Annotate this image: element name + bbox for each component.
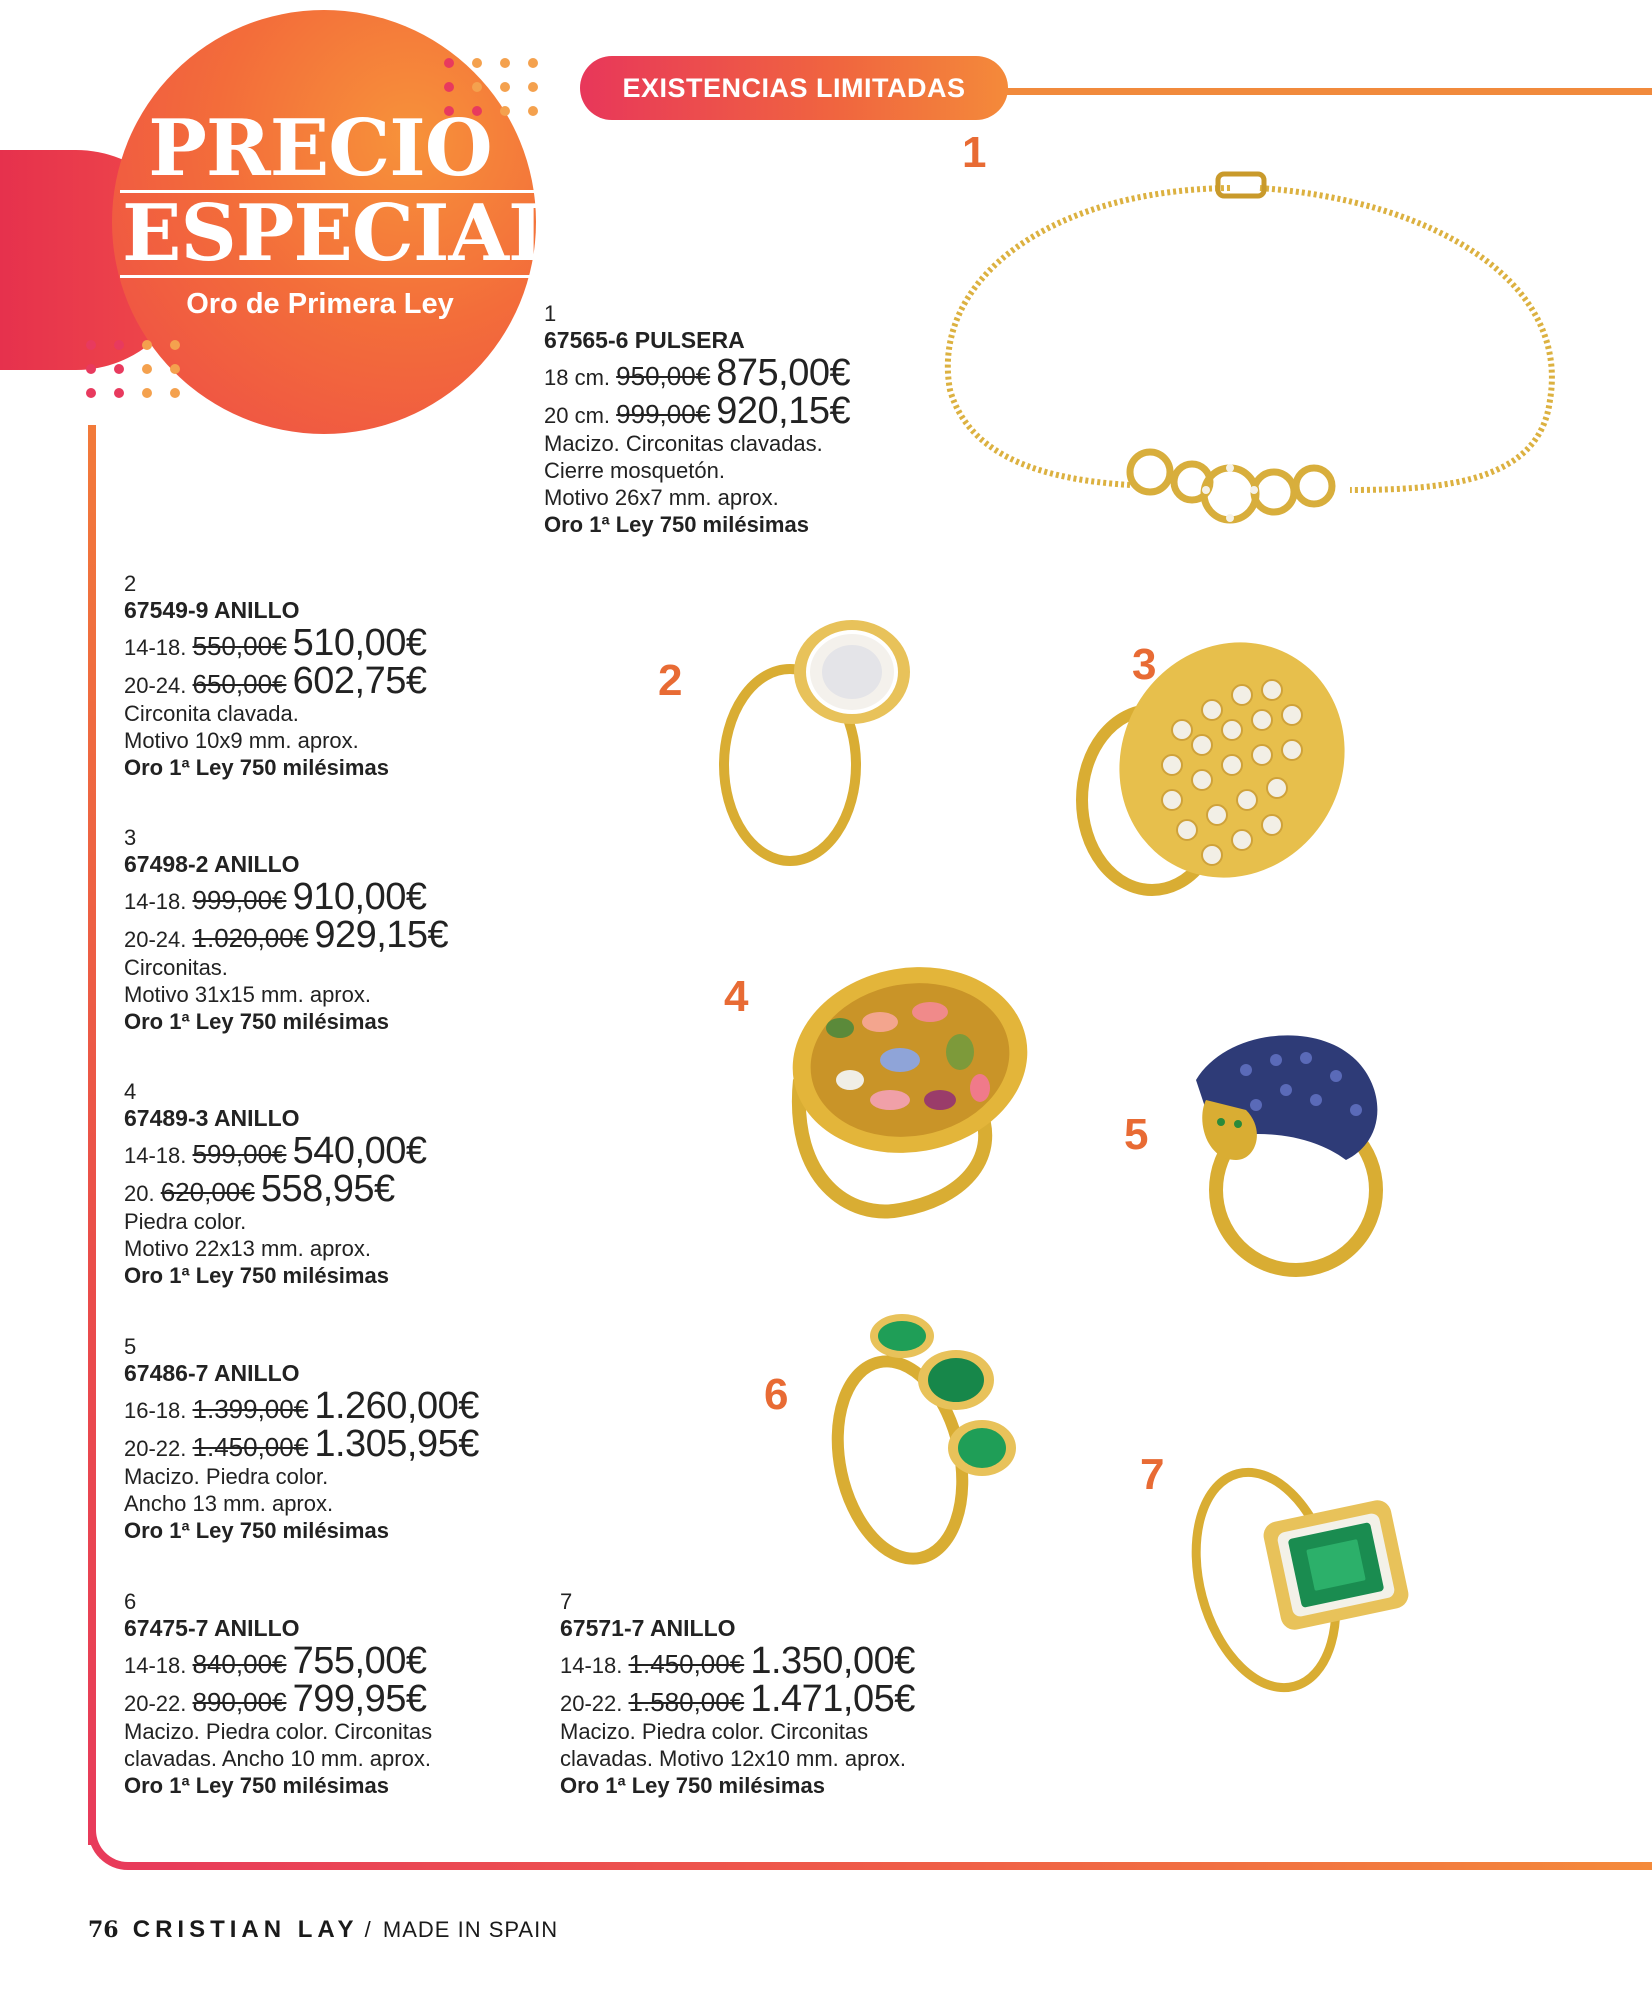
- price-row: [124, 624, 427, 662]
- product-number: 6: [124, 1589, 137, 1614]
- decorative-dots-bottom: [86, 340, 180, 398]
- old-price: 1.399,00€: [192, 1394, 309, 1424]
- ring-image-3: [1062, 640, 1352, 920]
- gold-grade: Oro 1ª Ley 750 milésimas: [124, 1263, 389, 1288]
- product-description: Piedra color.: [124, 1209, 247, 1234]
- ring-image-4: [770, 960, 1040, 1230]
- product-code: 67489-3 ANILLO: [124, 1105, 300, 1131]
- new-price: 929,15€: [314, 914, 449, 956]
- old-price: 840,00€: [192, 1649, 287, 1679]
- price-row: [544, 392, 850, 430]
- header-rule: [1000, 88, 1652, 95]
- product-code: 67498-2 ANILLO: [124, 851, 300, 877]
- old-price: 890,00€: [192, 1687, 287, 1717]
- badge-title-line1: PRECIO: [148, 103, 492, 194]
- badge-title: [120, 103, 562, 279]
- price-row: [124, 662, 427, 700]
- product-4: [124, 1078, 427, 1289]
- product-description: Motivo 22x13 mm. aprox.: [124, 1236, 371, 1261]
- size-label: 20-22.: [560, 1691, 623, 1716]
- product-5: [124, 1333, 479, 1544]
- footer: [88, 1916, 558, 1944]
- price-row: [560, 1680, 915, 1718]
- size-label: 14-18.: [560, 1653, 623, 1678]
- price-row: [124, 1387, 479, 1425]
- size-label: 14-18.: [124, 635, 187, 660]
- product-6: [124, 1588, 432, 1799]
- gold-grade: Oro 1ª Ley 750 milésimas: [560, 1773, 825, 1798]
- product-description: Macizo. Piedra color. Circonitas: [124, 1719, 433, 1744]
- price-row: [124, 916, 448, 954]
- old-price: 1.580,00€: [628, 1687, 745, 1717]
- new-price: 1.260,00€: [314, 1385, 479, 1427]
- new-price: 510,00€: [292, 622, 427, 664]
- ring-image-7: [1186, 1450, 1426, 1710]
- product-description: Circonitas.: [124, 955, 228, 980]
- size-label: 20.: [124, 1181, 155, 1206]
- price-row: [544, 354, 850, 392]
- callout-7: 7: [1140, 1450, 1165, 1499]
- old-price: 1.450,00€: [192, 1432, 309, 1462]
- frame-corner: [88, 1810, 148, 1870]
- new-price: 1.305,95€: [314, 1423, 479, 1465]
- product-code: 67565-6 PULSERA: [544, 327, 745, 353]
- gold-grade: Oro 1ª Ley 750 milésimas: [544, 512, 809, 537]
- product-number: 4: [124, 1079, 137, 1104]
- product-code: 67549-9 ANILLO: [124, 597, 300, 623]
- gold-grade: Oro 1ª Ley 750 milésimas: [124, 1518, 389, 1543]
- old-price: 599,00€: [192, 1139, 287, 1169]
- product-description: Motivo 31x15 mm. aprox.: [124, 982, 371, 1007]
- size-label: 20-24.: [124, 927, 187, 952]
- product-description: clavadas. Motivo 12x10 mm. aprox.: [560, 1746, 907, 1771]
- product-7: [560, 1588, 915, 1799]
- badge-title-line2: ESPECIAL: [122, 188, 562, 279]
- new-price: 799,95€: [292, 1678, 427, 1720]
- new-price: 875,00€: [716, 352, 851, 394]
- gold-grade: Oro 1ª Ley 750 milésimas: [124, 1009, 389, 1034]
- callout-1: 1: [962, 128, 987, 177]
- limited-stock-banner: EXISTENCIAS LIMITADAS: [580, 56, 1008, 120]
- price-row: [124, 878, 448, 916]
- gold-grade: Oro 1ª Ley 750 milésimas: [124, 1773, 389, 1798]
- new-price: 910,00€: [292, 876, 427, 918]
- ring-image-6: [820, 1310, 1030, 1570]
- size-label: 14-18.: [124, 1143, 187, 1168]
- size-label: 20-22.: [124, 1436, 187, 1461]
- product-number: 7: [560, 1589, 573, 1614]
- new-price: 1.350,00€: [750, 1640, 915, 1682]
- product-description: Motivo 10x9 mm. aprox.: [124, 728, 359, 753]
- product-description: Motivo 26x7 mm. aprox.: [544, 485, 779, 510]
- old-price: 1.020,00€: [192, 923, 309, 953]
- callout-2: 2: [658, 656, 683, 705]
- old-price: 1.450,00€: [628, 1649, 745, 1679]
- callout-6: 6: [764, 1370, 789, 1419]
- gold-grade: Oro 1ª Ley 750 milésimas: [124, 755, 389, 780]
- product-2: [124, 570, 427, 781]
- frame-bottom-rule: [140, 1862, 1652, 1870]
- price-row: [124, 1425, 479, 1463]
- badge-subtitle: Oro de Primera Ley: [186, 288, 454, 320]
- product-code: 67475-7 ANILLO: [124, 1615, 300, 1641]
- old-price: 550,00€: [192, 631, 287, 661]
- page-number: 76: [88, 1917, 119, 1943]
- old-price: 620,00€: [160, 1177, 255, 1207]
- new-price: 1.471,05€: [750, 1678, 915, 1720]
- product-1: [544, 300, 850, 538]
- size-label: 16-18.: [124, 1398, 187, 1423]
- new-price: 755,00€: [292, 1640, 427, 1682]
- callout-5: 5: [1124, 1110, 1149, 1159]
- product-number: 5: [124, 1334, 137, 1359]
- new-price: 558,95€: [260, 1168, 395, 1210]
- product-number: 2: [124, 571, 137, 596]
- old-price: 650,00€: [192, 669, 287, 699]
- old-price: 950,00€: [616, 361, 711, 391]
- frame-left-rule: [88, 425, 96, 1845]
- bracelet-image-1: [930, 160, 1570, 550]
- size-label: 14-18.: [124, 889, 187, 914]
- price-row: [124, 1132, 427, 1170]
- callout-3: 3: [1132, 640, 1157, 689]
- size-label: 20-24.: [124, 673, 187, 698]
- brand-name: CRISTIAN LAY: [132, 1916, 359, 1943]
- size-label: 18 cm.: [544, 365, 611, 390]
- price-row: [560, 1642, 915, 1680]
- price-row: [124, 1170, 427, 1208]
- product-description: Circonita clavada.: [124, 701, 299, 726]
- product-number: 1: [544, 301, 557, 326]
- size-label: 14-18.: [124, 1653, 187, 1678]
- new-price: 602,75€: [292, 660, 427, 702]
- product-description: Macizo. Circonitas clavadas.: [544, 431, 823, 456]
- new-price: 540,00€: [292, 1130, 427, 1172]
- product-code: 67486-7 ANILLO: [124, 1360, 300, 1386]
- size-label: 20 cm.: [544, 403, 611, 428]
- product-3: [124, 824, 448, 1035]
- callout-4: 4: [724, 972, 749, 1021]
- made-in-spain: MADE IN SPAIN: [382, 1917, 559, 1942]
- old-price: 999,00€: [192, 885, 287, 915]
- product-number: 3: [124, 825, 137, 850]
- product-description: Ancho 13 mm. aprox.: [124, 1491, 334, 1516]
- ring-image-5: [1186, 1020, 1406, 1280]
- price-row: [124, 1680, 432, 1718]
- product-description: Macizo. Piedra color.: [124, 1464, 329, 1489]
- product-description: Cierre mosquetón.: [544, 458, 725, 483]
- product-description: Macizo. Piedra color. Circonitas: [560, 1719, 869, 1744]
- product-code: 67571-7 ANILLO: [560, 1615, 736, 1641]
- old-price: 999,00€: [616, 399, 711, 429]
- product-description: clavadas. Ancho 10 mm. aprox.: [124, 1746, 431, 1771]
- new-price: 920,15€: [716, 390, 851, 432]
- price-row: [124, 1642, 432, 1680]
- size-label: 20-22.: [124, 1691, 187, 1716]
- ring-image-2: [700, 600, 930, 870]
- footer-separator: /: [364, 1917, 371, 1942]
